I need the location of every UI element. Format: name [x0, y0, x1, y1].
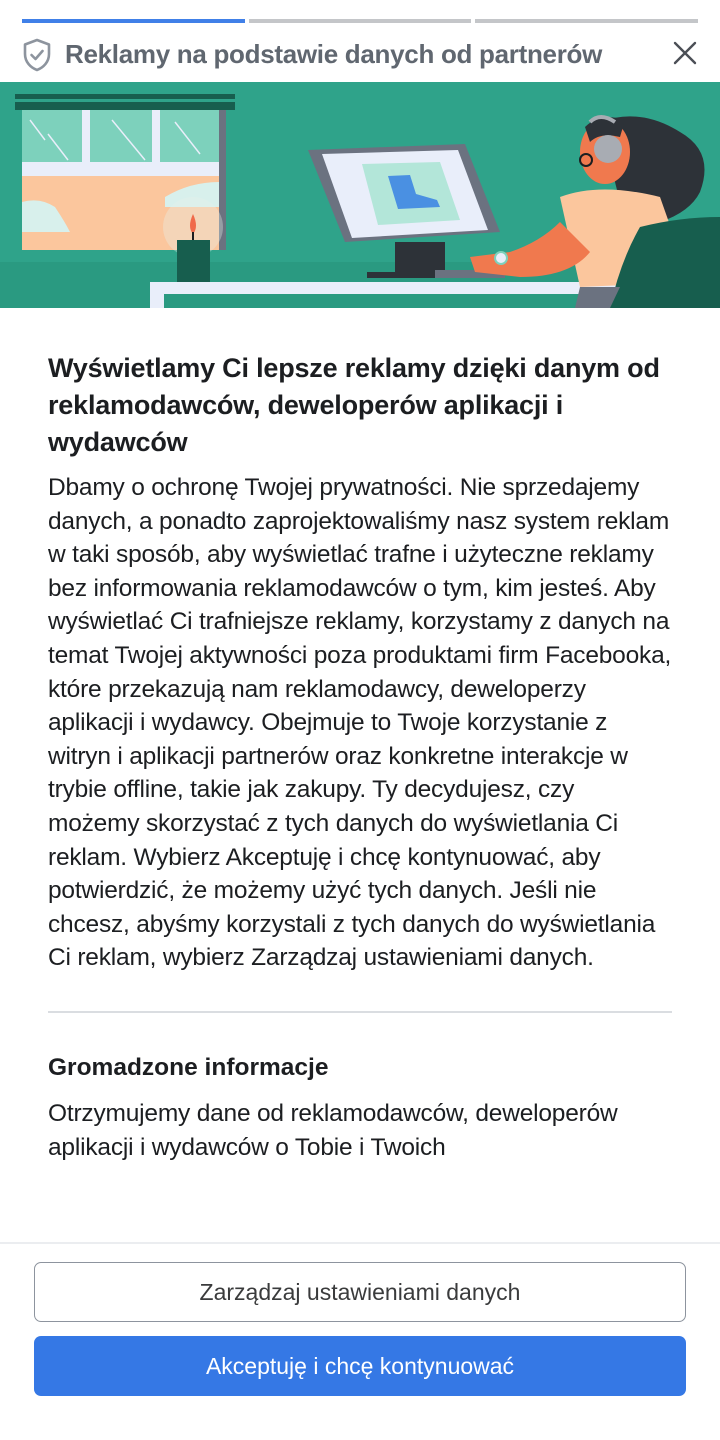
manage-data-settings-button[interactable]: Zarządzaj ustawieniami danych — [34, 1262, 686, 1322]
progress-step-1 — [22, 19, 245, 23]
footer-actions — [0, 1242, 720, 1440]
close-icon[interactable] — [670, 38, 700, 68]
body-text: Dbamy o ochronę Twojej prywatności. Nie sprzedajemy danych, a ponadto zaprojektowaliśmy nasz system reklam w taki sposób, aby wyświetlać trafne i użyteczne reklamy bez informowania reklamodawców o tym, kim jesteś. Aby wyświetlać Ci trafniejsze reklamy, korzystamy z danych na temat Twojej aktywności poza produktami firm Facebooka, które przekazują nam reklamodawcy, deweloperzy aplikacji i wydawcy. Obejmuje to Twoje korzystanie z witryn i aplikacji partnerów oraz konkretne interakcje w trybie offline, takie jak zakupy. Ty decydujesz, czy możemy skorzystać z tych danych do wyświetlania Ci reklam. Wybierz Akceptuję i chcę kontynuować, aby potwierdzić, że możemy użyć tych danych. Jeśli nie chcesz, abyśmy korzystali z tych danych do wyświetlania Ci reklam, wybierz Zarządzaj ustawieniami danych. — [48, 474, 672, 972]
header-title: Reklamy na podstawie danych od partnerów — [65, 39, 603, 69]
dialog-header — [0, 34, 720, 78]
divider — [48, 1011, 672, 1013]
scrollable-content[interactable] — [0, 308, 720, 1242]
shield-check-icon — [22, 38, 52, 72]
progress-indicator — [22, 19, 698, 23]
headline: Wyświetlamy Ci lepsze reklamy dzięki danym od reklamodawców, deweloperów aplikacji i wydawców — [48, 353, 660, 457]
hero-illustration — [0, 82, 720, 308]
progress-step-2 — [249, 19, 472, 23]
section-text: Otrzymujemy dane od reklamodawców, deweloperów aplikacji i wydawców o Tobie i Twoich — [48, 1099, 618, 1161]
progress-step-3 — [475, 19, 698, 23]
accept-continue-button[interactable]: Akceptuję i chcę kontynuować — [34, 1336, 686, 1396]
section-title: Gromadzone informacje — [48, 1053, 329, 1081]
